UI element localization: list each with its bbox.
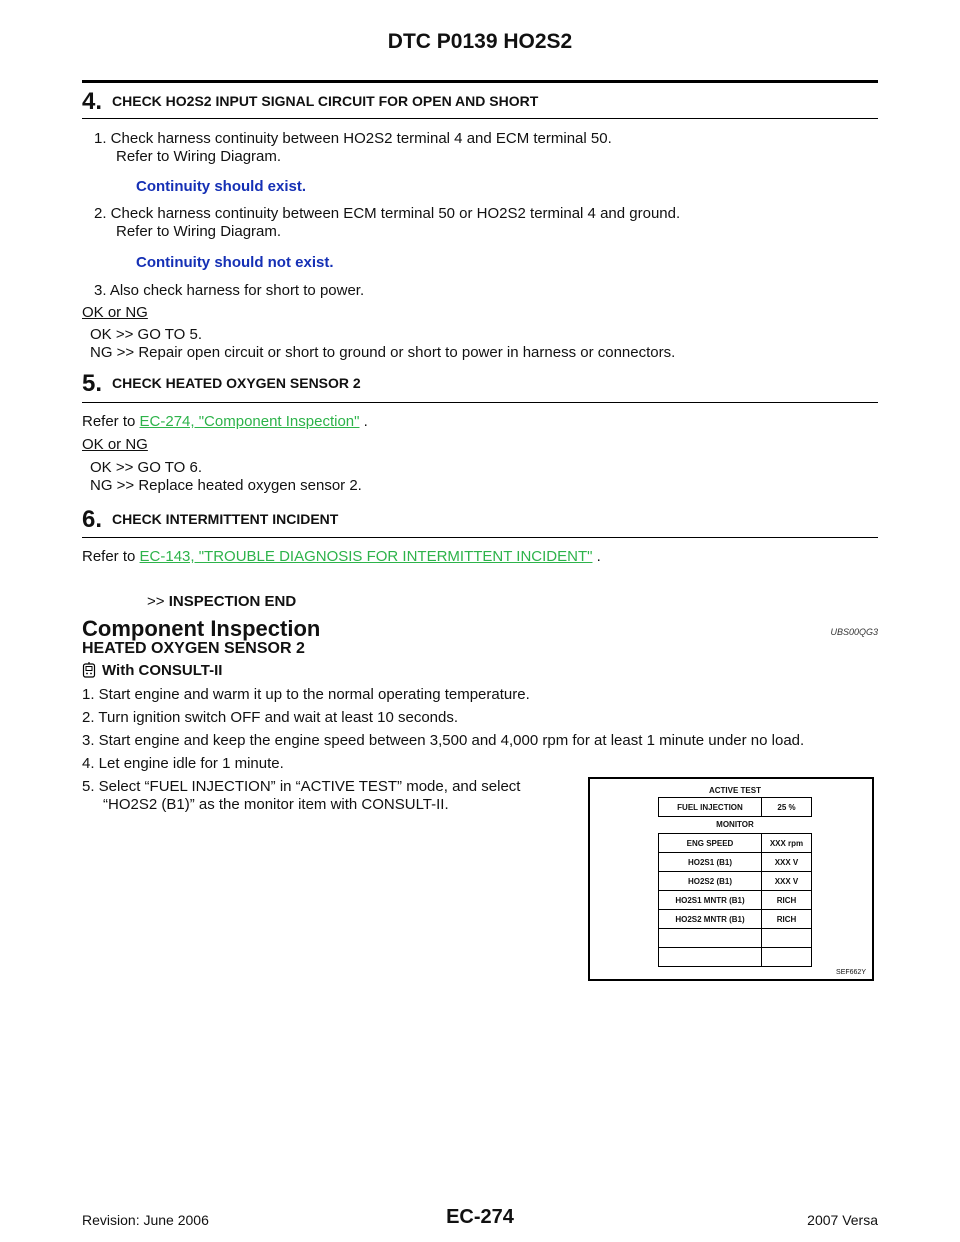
- component-step-5: 5. Select “FUEL INJECTION” in “ACTIVE TEST” mode, and select: [82, 778, 521, 795]
- fuel-injection-label: FUEL INJECTION: [659, 798, 762, 817]
- step-6-title: CHECK INTERMITTENT INCIDENT: [112, 511, 339, 527]
- component-step-3: 3. Start engine and keep the engine speed between 3,500 and 4,000 rpm for at least 1 minute under no load.: [82, 732, 805, 749]
- step-6-heading: [82, 506, 338, 534]
- monitor-label: HO2S1 (B1): [659, 853, 762, 872]
- monitor-label: ENG SPEED: [659, 834, 762, 853]
- empty-cell: [659, 948, 762, 967]
- empty-cell: [659, 929, 762, 948]
- header-rule: [82, 80, 878, 83]
- step-5-title: CHECK HEATED OXYGEN SENSOR 2: [112, 375, 361, 391]
- component-step-4: 4. Let engine idle for 1 minute.: [82, 755, 284, 772]
- step-5-heading: [82, 370, 361, 398]
- step-4-item-3: 3. Also check harness for short to power.: [94, 282, 365, 299]
- intermittent-incident-link[interactable]: EC-143, "TROUBLE DIAGNOSIS FOR INTERMITTENT INCIDENT": [139, 548, 593, 565]
- step-6-rule: [82, 537, 878, 538]
- page-title: DTC P0139 HO2S2: [387, 30, 573, 53]
- step-5-refer: [82, 413, 368, 430]
- table-row: [659, 853, 812, 872]
- component-step-2: 2. Turn ignition switch OFF and wait at least 10 seconds.: [82, 709, 459, 726]
- step-4-okng: OK or NG: [82, 304, 148, 321]
- consult-screen: [658, 785, 812, 967]
- monitor-label: HO2S2 MNTR (B1): [659, 910, 762, 929]
- step-5-okng: OK or NG: [82, 436, 148, 453]
- step-5-refer-suffix: .: [359, 413, 368, 430]
- step-4-rule: [82, 118, 878, 119]
- table-row: [659, 891, 812, 910]
- step-4-item-2: 2. Check harness continuity between ECM terminal 50 or HO2S2 terminal 4 and ground.: [94, 205, 681, 222]
- active-test-table: [658, 797, 812, 817]
- monitor-value: XXX V: [762, 872, 812, 891]
- step-6-refer-prefix: Refer to: [82, 548, 140, 565]
- step-4-spec-1: Continuity should exist.: [136, 178, 307, 195]
- monitor-table: [658, 833, 812, 967]
- monitor-value: XXX rpm: [762, 834, 812, 853]
- step-4-item-1-ref: Refer to Wiring Diagram.: [116, 148, 282, 165]
- step-4-number: 4.: [82, 88, 103, 115]
- component-inspection-code: UBS00QG3: [830, 627, 878, 637]
- step-5-number: 5.: [82, 370, 103, 397]
- step-4-ok: OK >> GO TO 5.: [90, 326, 202, 343]
- empty-cell: [762, 948, 812, 967]
- step-5-refer-prefix: Refer to: [82, 413, 140, 430]
- table-row: [659, 929, 812, 948]
- step-5-ok: OK >> GO TO 6.: [90, 459, 202, 476]
- monitor-label: HO2S1 MNTR (B1): [659, 891, 762, 910]
- step-5-ng: NG >> Replace heated oxygen sensor 2.: [90, 477, 362, 494]
- table-row: [659, 948, 812, 967]
- consult-heading: [82, 662, 222, 679]
- step-4-item-1: 1. Check harness continuity between HO2S2 terminal 4 and ECM terminal 50.: [94, 130, 612, 147]
- consult-screen-figure: [588, 777, 874, 981]
- active-test-header: ACTIVE TEST: [708, 786, 761, 795]
- step-6-refer: [82, 548, 601, 565]
- step-4-title: CHECK HO2S2 INPUT SIGNAL CIRCUIT FOR OPEN AND SHORT: [112, 93, 539, 109]
- fuel-injection-value: 25 %: [762, 798, 812, 817]
- consult-tool-icon: [82, 662, 96, 678]
- component-step-1: 1. Start engine and warm it up to the normal operating temperature.: [82, 686, 530, 703]
- monitor-header: MONITOR: [716, 820, 754, 829]
- footer-model: 2007 Versa: [807, 1212, 878, 1228]
- heated-oxygen-sensor-subtitle: HEATED OXYGEN SENSOR 2: [82, 640, 305, 657]
- monitor-value: RICH: [762, 910, 812, 929]
- table-row: [659, 834, 812, 853]
- component-step-5-cont: “HO2S2 (B1)” as the monitor item with CONSULT-II.: [103, 796, 449, 813]
- inspection-end: [147, 593, 296, 610]
- inspection-end-text: INSPECTION END: [168, 593, 297, 610]
- step-6-refer-suffix: .: [592, 548, 601, 565]
- footer-revision: Revision: June 2006: [82, 1212, 209, 1228]
- figure-code: SEF662Y: [836, 969, 866, 976]
- step-4-ng: NG >> Repair open circuit or short to ground or short to power in harness or connectors.: [90, 344, 676, 361]
- monitor-label: HO2S2 (B1): [659, 872, 762, 891]
- inspection-end-arrow: >>: [147, 593, 169, 610]
- table-row: [659, 872, 812, 891]
- step-4-heading: [82, 88, 538, 116]
- consult-label: With CONSULT-II: [102, 662, 223, 679]
- monitor-value: RICH: [762, 891, 812, 910]
- footer-page-number: EC-274: [446, 1206, 514, 1228]
- step-4-spec-2: Continuity should not exist.: [136, 254, 334, 271]
- component-inspection-link[interactable]: EC-274, "Component Inspection": [139, 413, 360, 430]
- table-row: [659, 910, 812, 929]
- step-4-item-2-ref: Refer to Wiring Diagram.: [116, 223, 282, 240]
- step-6-number: 6.: [82, 506, 103, 533]
- empty-cell: [762, 929, 812, 948]
- monitor-value: XXX V: [762, 853, 812, 872]
- table-row: [659, 798, 812, 817]
- step-5-rule: [82, 402, 878, 403]
- component-inspection-title: Component Inspection: [82, 616, 321, 641]
